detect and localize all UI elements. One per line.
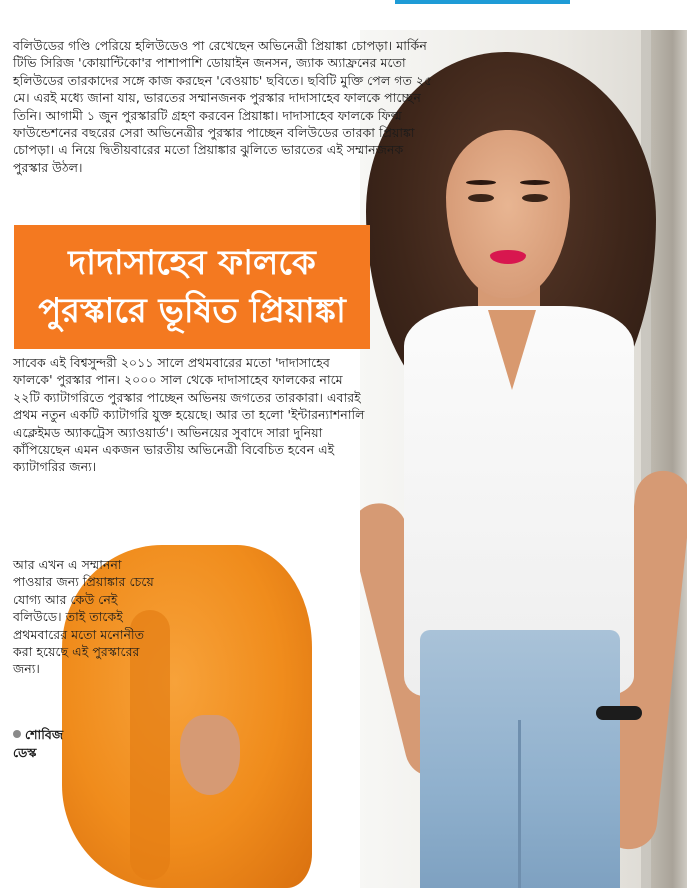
- photo-eye-right: [522, 194, 548, 202]
- byline: [13, 726, 63, 762]
- byline-line-1: [13, 726, 63, 744]
- article-paragraph-1: বলিউডের গণ্ডি পেরিয়ে হলিউডেও পা রেখেছেন অভিনেত্রী প্রিয়াঙ্কা চোপড়া। মার্কিন টিভি সিরিজ 'কোয়ান্টিকো'র পাশাপাশি ডোয়াইন জনসন, জ্যাক অ্যাফ্রনের মতো হলিউডের তারকাদের সঙ্গে কাজ করছেন 'বেওয়াচ' ছবিতে। ছবিটি মুক্তি পেল গত ২৫ মে। এরই মধ্যে জানা যায়, ভারতের সম্মানজনক পুরস্কার দাদাসাহেব ফালকে পাচ্ছেন তিনি। আগামী ১ জুন পুরস্কারটি গ্রহণ করবেন প্রিয়াঙ্কা। দাদাসাহেব ফালকে ফিল্ম ফাউন্ডেশনের বছরের সেরা অভিনেত্রীর পুরস্কার পাচ্ছেন বলিউডের তারকা প্রিয়াঙ্কা চোপড়া। এ নিয়ে দ্বিতীয়বারের মতো প্রিয়াঙ্কার ঝুলিতে ভারতের এই সম্মানজনক পুরস্কার উঠল।: [13, 38, 433, 175]
- photo-jeans-seam: [518, 720, 521, 888]
- photo-eye-left: [468, 194, 494, 202]
- photo-brow-left: [466, 180, 496, 185]
- top-rule: [395, 0, 570, 4]
- photo-hand: [180, 715, 240, 795]
- photo-brow-right: [520, 180, 550, 185]
- byline-line-2: ডেস্ক: [13, 745, 37, 760]
- photo-bracelet: [596, 706, 642, 720]
- photo-vneck: [488, 310, 536, 390]
- article-paragraph-3: আর এখন এ সম্মাননা পাওয়ার জন্য প্রিয়াঙ্কার চেয়ে যোগ্য আর কেউ নেই বলিউডে। তাই তাকেই প্রথমবারের মতো মনোনীত করা হয়েছে এই পুরস্কারের জন্য।: [13, 557, 154, 677]
- headline-line-2: পুরস্কারে ভূষিত প্রিয়াঙ্কা: [38, 291, 346, 331]
- article-paragraph-2: সাবেক এই বিশ্বসুন্দরী ২০১১ সালে প্রথমবারের মতো 'দাদাসাহেব ফালকে' পুরস্কার পান। ২০০০ সাল থেকে দাদাসাহেব ফালকের নামে ২২টি ক্যাটাগরিতে পুরস্কার পাচ্ছেন অভিনয় জগতের তারকারা। এবারই প্রথম নতুন একটি ক্যাটাগরি যুক্ত হয়েছে। আর তা হলো 'ইন্টারন্যাশনালি এক্লেইমড অ্যাকট্রেস অ্যাওয়ার্ড'। অভিনয়ের সুবাদে সারা দুনিয়া কাঁপিয়েছেন এমন একজন ভারতীয় অভিনেত্রী বিবেচিত হবেন এই ক্যাটাগরির জন্য।: [13, 355, 365, 475]
- byline-desk-name: শোবিজ: [25, 727, 64, 742]
- bullet-icon: [13, 730, 21, 738]
- headline-box: [14, 225, 370, 349]
- photo-lips: [490, 250, 526, 264]
- headline-line-1: দাদাসাহেব ফালকে: [68, 243, 316, 283]
